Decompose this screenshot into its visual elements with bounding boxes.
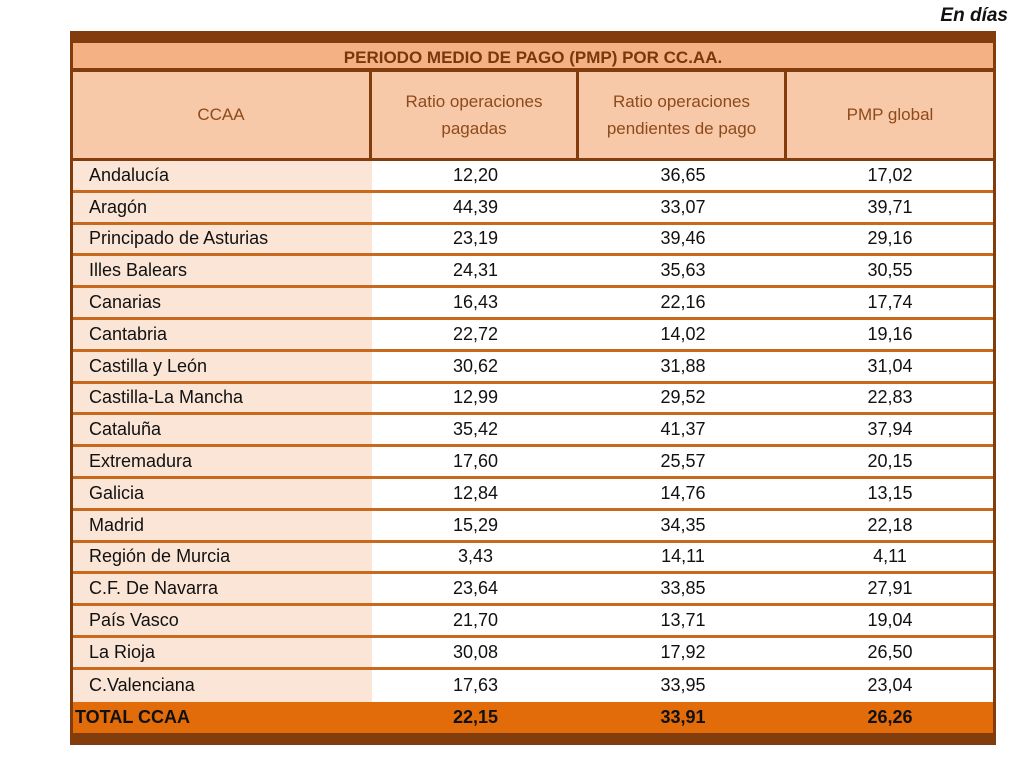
ccaa-name-cell: Madrid: [73, 511, 372, 540]
table-total-row: [73, 702, 993, 733]
table-row: [73, 574, 993, 606]
pmp-value-cell: 26,50: [787, 638, 993, 667]
pendientes-value-cell: 33,07: [579, 193, 787, 222]
pagadas-value-cell: 23,64: [372, 574, 579, 603]
ccaa-name-cell: País Vasco: [73, 606, 372, 635]
table-title: PERIODO MEDIO DE PAGO (PMP) POR CC.AA.: [73, 43, 993, 72]
ccaa-name-cell: C.Valenciana: [73, 670, 372, 702]
pendientes-value-cell: 22,16: [579, 288, 787, 317]
pendientes-value-cell: 14,76: [579, 479, 787, 508]
table-row: [73, 415, 993, 447]
pmp-value-cell: 37,94: [787, 415, 993, 444]
pendientes-value-cell: 31,88: [579, 352, 787, 381]
pmp-value-cell: 22,18: [787, 511, 993, 540]
table-row: [73, 256, 993, 288]
pmp-value-cell: 19,04: [787, 606, 993, 635]
table-row: [73, 479, 993, 511]
table-row: [73, 543, 993, 575]
pendientes-value-cell: 39,46: [579, 225, 787, 254]
pagadas-value-cell: 22,72: [372, 320, 579, 349]
column-header-pagadas: Ratio operaciones pagadas: [372, 72, 579, 158]
pagadas-value-cell: 24,31: [372, 256, 579, 285]
pmp-value-cell: 17,02: [787, 161, 993, 190]
table-header-row: [73, 72, 993, 161]
table-row: [73, 288, 993, 320]
ccaa-name-cell: Galicia: [73, 479, 372, 508]
pmp-value-cell: 23,04: [787, 670, 993, 702]
pendientes-value-cell: 25,57: [579, 447, 787, 476]
table-bottom-bar: [70, 733, 996, 745]
pagadas-value-cell: 15,29: [372, 511, 579, 540]
pagadas-value-cell: 44,39: [372, 193, 579, 222]
total-pendientes-value: 33,91: [660, 706, 706, 727]
pagadas-value-cell: 3,43: [372, 543, 579, 572]
pagadas-value-cell: 17,60: [372, 447, 579, 476]
pendientes-value-cell: 14,02: [579, 320, 787, 349]
pagadas-value-cell: 12,20: [372, 161, 579, 190]
ccaa-name-cell: La Rioja: [73, 638, 372, 667]
pagadas-value-cell: 35,42: [372, 415, 579, 444]
pmp-value-cell: 17,74: [787, 288, 993, 317]
table-row: [73, 320, 993, 352]
total-label: TOTAL CCAA: [75, 706, 190, 727]
table-row: [73, 193, 993, 225]
pagadas-value-cell: 23,19: [372, 225, 579, 254]
pagadas-value-cell: 12,99: [372, 384, 579, 413]
ccaa-name-cell: Canarias: [73, 288, 372, 317]
pendientes-value-cell: 33,95: [579, 670, 787, 702]
ccaa-name-cell: Región de Murcia: [73, 543, 372, 572]
pendientes-value-cell: 33,85: [579, 574, 787, 603]
unit-note: En días: [940, 5, 1008, 26]
pagadas-value-cell: 16,43: [372, 288, 579, 317]
ccaa-name-cell: Aragón: [73, 193, 372, 222]
table-top-bar: [70, 31, 996, 43]
pmp-value-cell: 20,15: [787, 447, 993, 476]
pendientes-value-cell: 36,65: [579, 161, 787, 190]
table-row: [73, 352, 993, 384]
pmp-value-cell: 19,16: [787, 320, 993, 349]
total-pagadas-value: 22,15: [452, 706, 499, 727]
table-row: [73, 225, 993, 257]
ccaa-name-cell: C.F. De Navarra: [73, 574, 372, 603]
table-row: [73, 511, 993, 543]
table-body: [73, 161, 993, 702]
pmp-value-cell: 27,91: [787, 574, 993, 603]
pagadas-value-cell: 21,70: [372, 606, 579, 635]
column-header-ccaa: CCAA: [73, 72, 372, 158]
ccaa-name-cell: Extremadura: [73, 447, 372, 476]
ccaa-name-cell: Castilla y León: [73, 352, 372, 381]
table-row: [73, 447, 993, 479]
pagadas-value-cell: 30,08: [372, 638, 579, 667]
pmp-table: [70, 31, 996, 745]
ccaa-name-cell: Principado de Asturias: [73, 225, 372, 254]
table-row: [73, 638, 993, 670]
pmp-value-cell: 31,04: [787, 352, 993, 381]
pendientes-value-cell: 29,52: [579, 384, 787, 413]
pendientes-value-cell: 34,35: [579, 511, 787, 540]
pendientes-value-cell: 35,63: [579, 256, 787, 285]
pendientes-value-cell: 41,37: [579, 415, 787, 444]
ccaa-name-cell: Castilla-La Mancha: [73, 384, 372, 413]
pagadas-value-cell: 17,63: [372, 670, 579, 702]
column-header-pmp-global: PMP global: [846, 105, 934, 125]
table-row: [73, 161, 993, 193]
table-row: [73, 670, 993, 702]
ccaa-name-cell: Illes Balears: [73, 256, 372, 285]
ccaa-name-cell: Cataluña: [73, 415, 372, 444]
pendientes-value-cell: 17,92: [579, 638, 787, 667]
table-row: [73, 606, 993, 638]
pagadas-value-cell: 30,62: [372, 352, 579, 381]
ccaa-name-cell: Cantabria: [73, 320, 372, 349]
pagadas-value-cell: 12,84: [372, 479, 579, 508]
ccaa-name-cell: Andalucía: [73, 161, 372, 190]
pmp-value-cell: 30,55: [787, 256, 993, 285]
pmp-value-cell: 29,16: [787, 225, 993, 254]
pmp-value-cell: 13,15: [787, 479, 993, 508]
total-pmp-value: 26,26: [867, 706, 913, 727]
pmp-value-cell: 39,71: [787, 193, 993, 222]
table-row: [73, 384, 993, 416]
pmp-value-cell: 22,83: [787, 384, 993, 413]
pmp-value-cell: 4,11: [787, 543, 993, 572]
column-header-pendientes: Ratio operaciones pendientes de pago: [579, 72, 787, 158]
pendientes-value-cell: 13,71: [579, 606, 787, 635]
pendientes-value-cell: 14,11: [579, 543, 787, 572]
